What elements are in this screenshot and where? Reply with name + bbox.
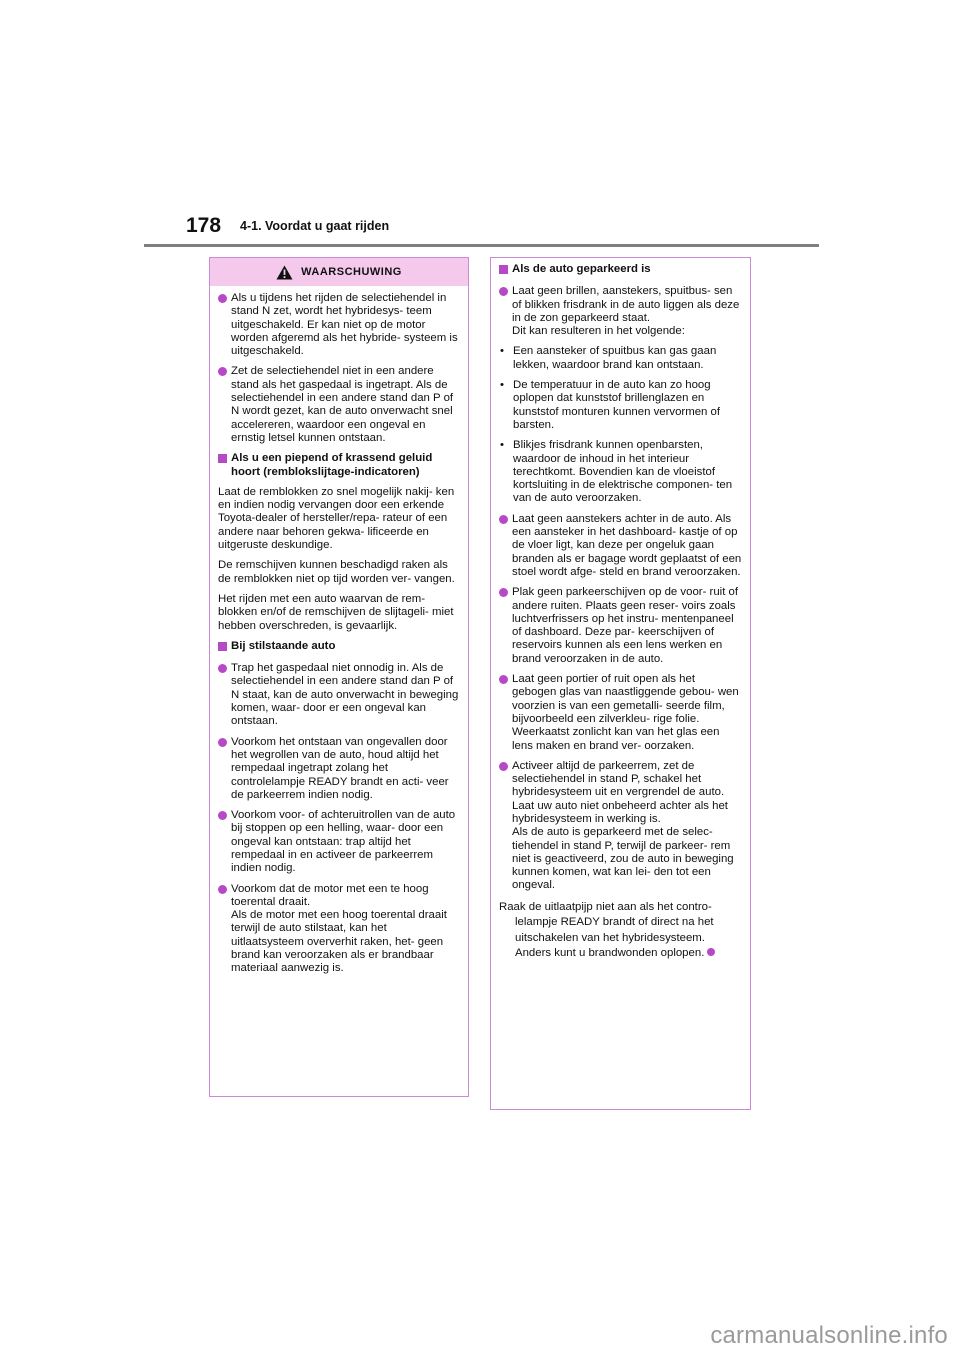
item-text: Laat geen brillen, aanstekers, spuitbus- sen of blikken frisdrank in de auto liggen als deze in de zon geparkeerd staat. Dit kan resulteren in het volgende:: [512, 285, 740, 338]
bullet-icon: [499, 586, 512, 666]
item-text: Laat geen portier of ruit open als het gebogen glas van naastliggende gebou- wen voorzien is van een gemetalli- seerde film, bijvoorbeeld een zilverkleu- rige folie. Weerkaatst zonlicht kan van het glas een lens maken en brand ver- oorzaken.: [512, 673, 739, 752]
bullet-icon: [218, 809, 231, 875]
list-item: [499, 760, 742, 893]
square-heading-icon: [218, 452, 231, 479]
square-heading-icon: [218, 640, 231, 655]
list-item: [218, 662, 460, 728]
item-text: Als de auto geparkeerd is: [512, 263, 651, 275]
item-text: Blikjes frisdrank kunnen openbarsten, waardoor de inhoud in het interieur terechtkomt. Bovendien kan de vloeistof kortsluiting in de elektrische componen- ten van de auto veroorzaken.: [513, 439, 733, 505]
list-item: [499, 586, 742, 666]
item-text: Voorkom dat de motor met een te hoog toerental draait. Als de motor met een hoog toerental draait terwijl de auto stilstaat, kan het uitlaatsysteem oververhit raken, het- geen brand kan veroorzaken als er brandbaar materiaal aanwezig is.: [231, 882, 447, 975]
page-number: 178: [186, 214, 222, 237]
small-bullet-icon: •: [500, 439, 504, 452]
bullet-icon: [499, 285, 512, 338]
list-item: [499, 439, 742, 505]
bullet-icon: [218, 292, 231, 358]
watermark: carmanualsonline.info: [710, 1322, 948, 1349]
item-text: Laat geen aanstekers achter in de auto. Als een aansteker in het dashboard- kastje of op de vloer ligt, kan deze per ongeluk gaan branden als er bagage wordt geplaatst of een stoel wordt afge- steld en brand veroorzaken.: [512, 512, 742, 578]
section-title: 4-1. Voordat u gaat rijden: [240, 219, 390, 233]
bullet-icon: [499, 760, 512, 893]
warning-title: WAARSCHUWING: [301, 266, 402, 278]
small-bullet-icon: •: [500, 345, 504, 358]
paragraph: [218, 593, 460, 633]
item-text: Laat de remblokken zo snel mogelijk nakij- ken en indien nodig vervangen door een erkende Toyota-dealer of hersteller/repa- rateur of een andere naar behoren gekwa- lificeerde en uitgeruste deskundige.: [218, 485, 455, 552]
item-text: Als u tijdens het rijden de selectiehendel in stand N zet, wordt het hybridesys- teem uitgeschakeld. Er kan niet op de motor worden afgeremd als het hybride- systeem is uitgeschakeld.: [231, 292, 458, 358]
section-heading: [218, 640, 460, 655]
final-text: Raak de uitlaatpijp niet aan als het contro- lelampje READY brandt of direct na het uitschakelen van het hybridesysteem. Anders kunt u brandwonden oplopen.: [499, 900, 714, 960]
item-text: Plak geen parkeerschijven op de voor- ruit of andere ruiten. Plaats geen reser- voirs zoals luchtverfrissers op het instru- mentenpaneel of dashboard. Deze par- keerschijven of reservoirs kunnen als een lens werken en brand veroorzaken in de auto.: [512, 586, 739, 665]
section-heading: [218, 452, 460, 479]
item-text: De temperatuur in de auto kan zo hoog oplopen dat kunststof brillenglazen en kunststof monturen kunnen vervormen of barsten.: [513, 379, 721, 431]
list-item: [499, 379, 742, 432]
bullet-icon: [218, 365, 231, 445]
parking-box: [490, 257, 751, 1110]
warning-content: [210, 286, 468, 976]
list-item: [218, 883, 460, 976]
item-text: Als u een piepend of krassend geluid hoort (remblokslijtage-indicatoren): [231, 452, 433, 478]
bullet-icon: [218, 736, 231, 802]
section-heading: [499, 263, 742, 278]
item-text: Zet de selectiehendel niet in een andere stand als het gaspedaal is ingetrapt. Als de selectiehendel in een andere stand dan P of N wordt gezet, kan de auto onverwacht snel accelereren, waardoor een ongeval en ernstig letsel kunnen ontstaan.: [231, 365, 454, 444]
paragraph: [218, 486, 460, 552]
bullet-icon: [218, 883, 231, 976]
item-text: Voorkom het ontstaan van ongevallen door het wegrollen van de auto, houd altijd het rempedaal ingetrapt zolang het controlelampje READY brandt en acti- veer de parkeerrem indien nodig.: [231, 735, 449, 801]
square-heading-icon: [499, 263, 512, 278]
item-text: Een aansteker of spuitbus kan gas gaan lekken, waardoor brand kan ontstaan.: [513, 345, 717, 371]
list-item: [218, 736, 460, 802]
list-item: [499, 285, 742, 338]
warning-box: [209, 257, 469, 1097]
item-text: De remschijven kunnen beschadigd raken als de remblokken niet op tijd worden ver- vangen.: [218, 559, 455, 585]
item-text: Trap het gaspedaal niet onnodig in. Als de selectiehendel in een andere stand dan P of N staat, kan de auto onverwacht in beweging komen, waar- door er een ongeval kan ontstaan.: [231, 662, 459, 728]
list-item: [499, 673, 742, 753]
header-rule: [144, 244, 819, 247]
item-text: Bij stilstaande auto: [231, 639, 336, 652]
bullet-icon: [499, 513, 512, 579]
item-text: Activeer altijd de parkeerrem, zet de selectiehendel in stand P, schakel het hybridesysteem uit en vergrendel de auto. Laat uw auto niet onbeheerd achter als het hybridesysteem in werking is. Als de auto is geparkeerd met de selec- tiehendel in stand P, terwijl de parkeer- rem niet is geactiveerd, zou de auto in beweging kunnen komen, wat kan lei- den tot een ongeval.: [512, 759, 734, 892]
bullet-icon: [499, 673, 512, 753]
small-bullet-icon: •: [500, 379, 504, 392]
item-text: Het rijden met een auto waarvan de rem- blokken en/of de remschijven de slijtageli- miet hebben overschreden, is gevaarlijk.: [218, 592, 454, 632]
list-item: [218, 292, 460, 358]
list-item: [218, 809, 460, 875]
warning-triangle-icon: [276, 265, 293, 280]
end-mark-icon: [707, 948, 715, 956]
parking-content: [491, 258, 750, 962]
list-item: [499, 345, 742, 372]
final-paragraph: [499, 900, 742, 962]
item-text: Voorkom voor- of achteruitrollen van de auto bij stoppen op een helling, waar- door een ongeval kan ontstaan: trap altijd het rempedaal in en activeer de parkeerrem indien nodig.: [231, 809, 456, 875]
list-item: [499, 513, 742, 579]
list-item: [218, 365, 460, 445]
bullet-icon: [218, 662, 231, 728]
warning-header: [210, 258, 468, 286]
paragraph: [218, 559, 460, 586]
